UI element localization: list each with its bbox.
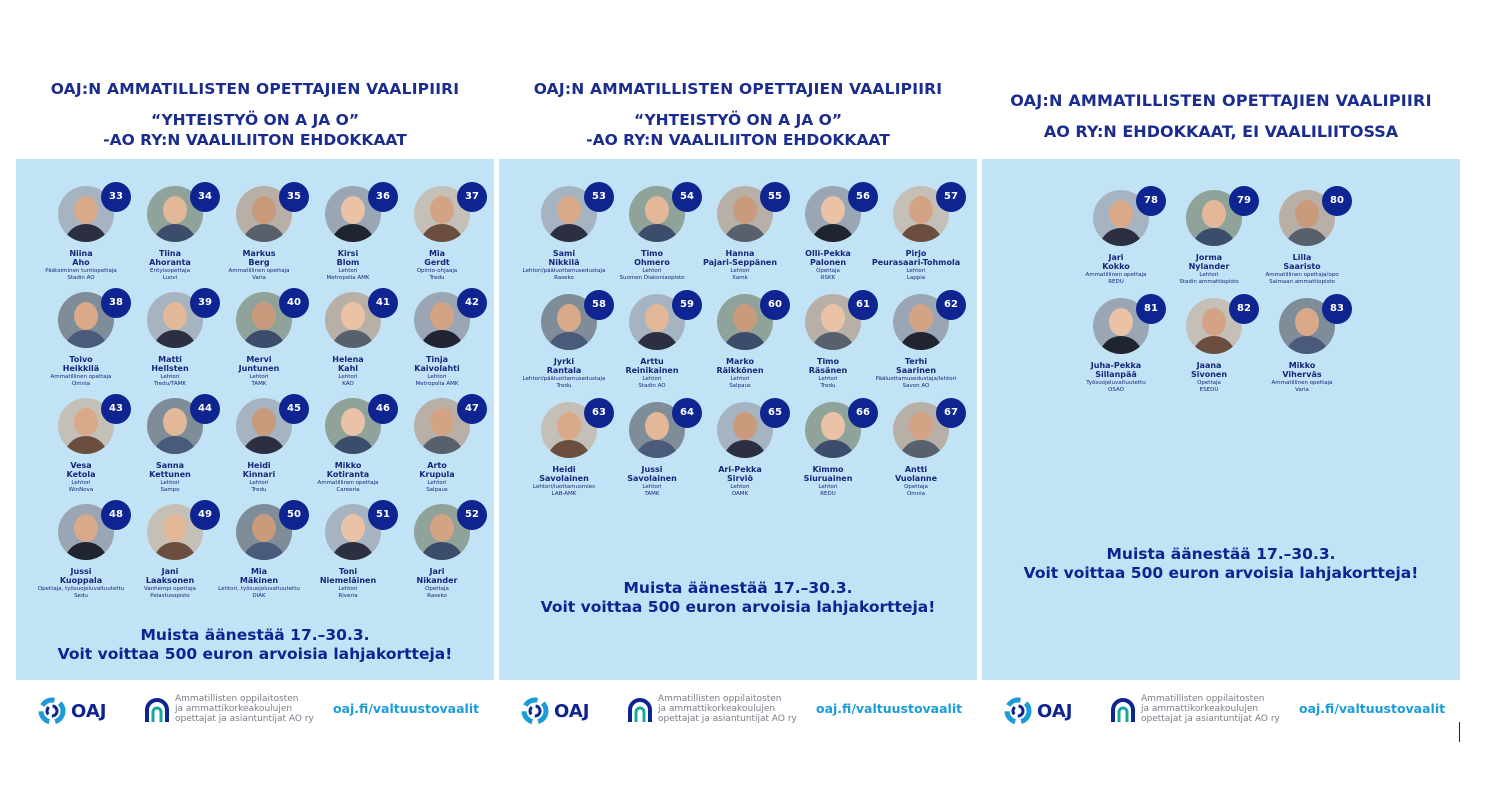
candidate-number-badge: 44	[190, 394, 220, 424]
candidate-number-badge: 45	[279, 394, 309, 424]
candidate-organisation: Saimaan ammattiopisto	[1269, 279, 1335, 285]
candidate-name	[861, 357, 971, 375]
candidate-organisation: Suomen Diakoniaopisto	[619, 275, 685, 281]
poster-title: OAJ:N AMMATILLISTEN OPETTAJIEN VAALIPIIRI	[1010, 91, 1432, 110]
ao-logo-line: ja ammattikorkeakoulujen	[658, 704, 776, 714]
poster-3	[982, 0, 1460, 740]
poster-1	[16, 0, 494, 740]
candidate-last-name: Ohmero	[634, 258, 670, 267]
candidate-first-name: Mia	[250, 567, 268, 576]
candidate-last-name: Savolainen	[627, 474, 677, 483]
candidate-first-name: Jani	[161, 567, 179, 576]
candidate-panel	[499, 159, 977, 680]
candidate-title: Päätoiminen tuntiopettaja	[45, 268, 117, 274]
candidate-title: Ammatillinen opettaja/opo	[1265, 272, 1339, 278]
candidate-organisation: Tredu/TAMK	[154, 381, 186, 387]
candidate-number-badge: 81	[1136, 294, 1166, 324]
ao-logo-line: opettajat ja asiantuntijat AO ry	[1141, 714, 1280, 724]
candidate-role	[372, 374, 502, 388]
candidate-last-name: Gerdt	[424, 258, 450, 267]
candidate-title: Lehtori/pääluottamusedustaja	[522, 376, 606, 382]
candidate-last-name: Kokko	[1102, 262, 1130, 271]
candidate-organisation: ESEDU	[1199, 387, 1219, 393]
candidate-title: Ammatillinen opettaja	[50, 374, 112, 380]
candidate-first-name: Mia	[428, 249, 446, 258]
candidate-title: Lehtori	[71, 480, 91, 486]
candidate-organisation: WinNova	[68, 487, 94, 493]
candidate-number-badge: 53	[584, 182, 614, 212]
candidate-title: Opettaja	[816, 268, 840, 274]
candidate-title: Työsuojeluvaltuutettu	[1086, 380, 1146, 386]
candidate-first-name: Juha-Pekka	[1090, 361, 1142, 370]
candidate-last-name: Rantala	[546, 366, 582, 375]
footer	[982, 680, 1460, 740]
candidate-first-name: Kimmo	[812, 465, 844, 474]
candidate-first-name: Toni	[338, 567, 358, 576]
candidate-title: Ammatillinen opettaja	[1085, 272, 1147, 278]
candidate-first-name: Jussi	[641, 465, 663, 474]
candidate-name	[382, 567, 492, 585]
candidate-number-badge: 64	[672, 398, 702, 428]
candidate-number-badge: 39	[190, 288, 220, 318]
candidate-first-name: Lilla	[1292, 253, 1312, 262]
candidate-number-badge: 43	[101, 394, 131, 424]
candidate-number-badge: 60	[760, 290, 790, 320]
candidate-title: Opettaja	[425, 586, 449, 592]
candidate-organisation: Metropolia AMK	[415, 381, 459, 387]
candidate-name	[1247, 253, 1357, 271]
ao-logo[interactable]	[1110, 694, 1285, 728]
candidate-number-badge: 33	[101, 182, 131, 212]
ao-logo-text	[175, 694, 314, 724]
subtitle-line: “YHTEISTYÖ ON A JA O”	[633, 111, 843, 129]
candidate-organisation: REDU	[820, 491, 836, 497]
candidate-organisation: Omnia	[71, 381, 91, 387]
candidate-organisation: Raseko	[554, 275, 574, 281]
candidate-number-badge: 83	[1322, 294, 1352, 324]
candidate-organisation: Luovi	[162, 275, 178, 281]
candidate-last-name: Pajari-Seppänen	[702, 258, 778, 267]
candidate-organisation: Tredu	[429, 275, 445, 281]
reminder-prize: Voit voittaa 500 euron arvoisia lahjakortteja!	[540, 598, 936, 616]
candidate-panel	[16, 159, 494, 680]
candidate-organisation: Pelastusopisto	[150, 593, 190, 599]
candidate-role	[851, 268, 981, 282]
candidate-number-badge: 54	[672, 182, 702, 212]
candidate-number-badge: 34	[190, 182, 220, 212]
candidate-number-badge: 65	[760, 398, 790, 428]
poster-header	[982, 0, 1460, 159]
oaj-logo-text: OAJ	[554, 701, 590, 722]
poster-title: OAJ:N AMMATILLISTEN OPETTAJIEN VAALIPIIRI	[50, 80, 460, 98]
candidate-card	[392, 504, 482, 614]
candidate-first-name: Hanna	[725, 249, 755, 258]
candidate-organisation: Stadin AO	[638, 383, 666, 389]
candidate-first-name: Mervi	[246, 355, 272, 364]
candidate-first-name: Timo	[816, 357, 840, 366]
candidate-last-name: Sivonen	[1190, 370, 1228, 379]
candidate-organisation: TAMK	[251, 381, 267, 387]
candidate-title: Lehtori	[338, 374, 358, 380]
candidate-role	[851, 376, 981, 390]
candidate-title: Lehtori	[906, 268, 926, 274]
candidate-card	[1257, 298, 1347, 408]
candidate-last-name: Niemeläinen	[319, 576, 377, 585]
oaj-swirl-icon	[521, 697, 549, 725]
candidate-organisation: DIAK	[252, 593, 266, 599]
candidate-number-badge: 41	[368, 288, 398, 318]
candidate-last-name: Viherväs	[1282, 370, 1322, 379]
candidate-title: Lehtori	[818, 484, 838, 490]
candidate-last-name: Sillanpää	[1095, 370, 1137, 379]
candidate-first-name: Timo	[640, 249, 664, 258]
candidate-role	[372, 480, 502, 494]
candidate-organisation: Stadin ammattiopisto	[1179, 279, 1239, 285]
candidate-title: Lehtori	[1199, 272, 1219, 278]
candidate-card	[392, 292, 482, 402]
poster-header	[499, 0, 977, 159]
candidate-number-badge: 63	[584, 398, 614, 428]
ao-logo[interactable]	[144, 694, 319, 728]
candidate-number-badge: 46	[368, 394, 398, 424]
candidate-number-badge: 79	[1229, 186, 1259, 216]
candidate-title: Lehtori	[427, 480, 447, 486]
oaj-logo-text: OAJ	[1037, 701, 1073, 722]
candidate-first-name: Marko	[726, 357, 754, 366]
candidate-organisation: OAMK	[731, 491, 749, 497]
ao-logo-line: opettajat ja asiantuntijat AO ry	[658, 714, 797, 724]
subtitle-line: AO RY:N EHDOKKAAT, EI VAALILIITOSSA	[1043, 122, 1399, 141]
candidate-organisation: Riveria	[338, 593, 358, 599]
candidate-first-name: Sanna	[156, 461, 184, 470]
candidate-title: Ammatillinen opettaja	[317, 480, 379, 486]
candidate-number-badge: 59	[672, 290, 702, 320]
text-cursor	[1459, 722, 1460, 742]
candidate-number-badge: 55	[760, 182, 790, 212]
candidate-number-badge: 80	[1322, 186, 1352, 216]
candidate-title: Vanhempi opettaja	[143, 586, 196, 592]
candidate-number-badge: 52	[457, 500, 487, 530]
ao-logo-line: Ammatillisten oppilaitosten	[175, 694, 299, 704]
candidate-organisation: Tredu	[556, 383, 572, 389]
candidate-organisation: Careeria	[336, 487, 360, 493]
candidate-first-name: Sami	[552, 249, 576, 258]
candidate-number-badge: 37	[457, 182, 487, 212]
candidate-number-badge: 35	[279, 182, 309, 212]
candidate-first-name: Mikko	[334, 461, 362, 470]
candidate-last-name: Savolainen	[539, 474, 589, 483]
candidate-first-name: Matti	[158, 355, 182, 364]
candidate-last-name: Berg	[248, 258, 270, 267]
candidate-number-badge: 62	[936, 290, 966, 320]
candidate-first-name: Jorma	[1195, 253, 1223, 262]
candidate-title: Lehtori	[818, 376, 838, 382]
candidate-role	[372, 268, 502, 282]
candidate-title: Ammatillinen opettaja	[228, 268, 290, 274]
ao-arch-icon	[144, 698, 170, 724]
ao-logo[interactable]	[627, 694, 802, 728]
candidate-last-name: Kuoppala	[59, 576, 103, 585]
ao-arch-icon	[627, 698, 653, 724]
candidate-title: Opettaja, työsuojeluvaltuutettu	[37, 586, 125, 592]
candidate-number-badge: 47	[457, 394, 487, 424]
candidate-name	[861, 249, 971, 267]
candidate-number-badge: 61	[848, 290, 878, 320]
candidate-first-name: Antti	[904, 465, 928, 474]
candidate-organisation: REDU	[1108, 279, 1124, 285]
ao-logo-line: ja ammattikorkeakoulujen	[1141, 704, 1259, 714]
campaign-url-link[interactable]: oaj.fi/valtuustovaalit	[816, 701, 963, 716]
candidate-organisation: Metropolia AMK	[326, 275, 370, 281]
candidate-last-name: Kotiranta	[326, 470, 370, 479]
candidate-first-name: Jyrki	[553, 357, 575, 366]
candidate-title: Lehtori	[338, 586, 358, 592]
candidate-last-name: Reinikainen	[625, 366, 679, 375]
candidate-first-name: Arto	[427, 461, 447, 470]
candidate-title: Lehtori/pääluottamusedustaja	[522, 268, 606, 274]
candidate-number-badge: 67	[936, 398, 966, 428]
candidate-organisation: RSKK	[820, 275, 836, 281]
candidate-title: Lehtori	[249, 480, 269, 486]
reminder-dates: Muista äänestää 17.–30.3.	[1106, 545, 1336, 563]
oaj-logo[interactable]	[1004, 697, 1094, 727]
candidate-organisation: Salpaus	[426, 487, 448, 493]
candidate-last-name: Räikkönen	[716, 366, 764, 375]
candidate-number-badge: 49	[190, 500, 220, 530]
ao-logo-line: Ammatillisten oppilaitosten	[1141, 694, 1265, 704]
candidate-first-name: Helena	[332, 355, 364, 364]
candidate-last-name: Ahoranta	[149, 258, 191, 267]
candidate-last-name: Nylander	[1188, 262, 1230, 271]
candidate-name	[861, 465, 971, 483]
campaign-url-link[interactable]: oaj.fi/valtuustovaalit	[333, 701, 480, 716]
vote-reminder	[499, 579, 977, 617]
candidate-last-name: Sirviö	[727, 474, 753, 483]
candidate-first-name: Pirjo	[905, 249, 927, 258]
candidate-first-name: Jari	[1108, 253, 1124, 262]
candidate-title: Erityisopettaja	[150, 268, 190, 274]
candidate-organisation: Sampo	[160, 487, 180, 493]
candidate-first-name: Jaana	[1196, 361, 1222, 370]
candidate-organisation: Varia	[252, 275, 266, 281]
candidate-last-name: Nikkilä	[548, 258, 580, 267]
candidate-first-name: Arttu	[640, 357, 664, 366]
candidate-number-badge: 50	[279, 500, 309, 530]
candidate-title: Lehtori	[427, 374, 447, 380]
candidate-title: Lehtori	[249, 374, 269, 380]
candidate-panel	[982, 159, 1460, 680]
candidate-number-badge: 42	[457, 288, 487, 318]
candidate-organisation: Salpaus	[729, 383, 751, 389]
candidate-title: Opinto-ohjaaja	[416, 268, 458, 274]
candidate-number-badge: 36	[368, 182, 398, 212]
poster-subtitle	[499, 110, 977, 150]
candidate-role	[372, 586, 502, 600]
footer	[16, 680, 494, 740]
candidate-first-name: Ari-Pekka	[718, 465, 762, 474]
subtitle-line: -AO RY:N VAALILIITON EHDOKKAAT	[103, 131, 407, 149]
candidate-card	[392, 398, 482, 508]
candidate-number-badge: 78	[1136, 186, 1166, 216]
oaj-logo-text: OAJ	[71, 701, 107, 722]
candidate-first-name: Tinja	[425, 355, 449, 364]
reminder-prize: Voit voittaa 500 euron arvoisia lahjakortteja!	[57, 645, 453, 663]
candidate-title: Lehtori, työsuojeluvaltuutettu	[218, 586, 300, 592]
candidate-last-name: Kinnari	[242, 470, 276, 479]
candidate-first-name: Terhi	[904, 357, 928, 366]
candidate-last-name: Saarinen	[895, 366, 937, 375]
subtitle-line: “YHTEISTYÖ ON A JA O”	[150, 111, 360, 129]
candidate-title: Pääluottamusedustaja/lehtori	[875, 376, 957, 382]
candidate-role	[851, 484, 981, 498]
candidate-number-badge: 40	[279, 288, 309, 318]
candidate-organisation: Tredu	[251, 487, 267, 493]
candidate-first-name: Kirsi	[337, 249, 359, 258]
candidate-first-name: Tiina	[158, 249, 182, 258]
candidate-last-name: Juntunen	[238, 364, 280, 373]
campaign-url-link[interactable]: oaj.fi/valtuustovaalit	[1299, 701, 1446, 716]
candidate-last-name: Saaristo	[1283, 262, 1321, 271]
ao-arch-icon	[1110, 698, 1136, 724]
poster-subtitle	[16, 110, 494, 150]
candidate-organisation: OSAO	[1108, 387, 1124, 393]
candidate-last-name: Ketola	[66, 470, 96, 479]
vote-reminder	[982, 545, 1460, 583]
candidate-first-name: Vesa	[70, 461, 92, 470]
candidate-title: Lehtori	[642, 376, 662, 382]
candidate-first-name: Olli-Pekka	[805, 249, 851, 258]
candidate-number-badge: 82	[1229, 294, 1259, 324]
poster-2	[499, 0, 977, 740]
oaj-logo[interactable]	[38, 697, 128, 727]
ao-logo-line: opettajat ja asiantuntijat AO ry	[175, 714, 314, 724]
candidate-organisation: TAMK	[644, 491, 660, 497]
candidate-last-name: Räsänen	[808, 366, 848, 375]
candidate-title: Lehtori	[642, 268, 662, 274]
candidate-title: Lehtori	[730, 376, 750, 382]
candidate-number-badge: 38	[101, 288, 131, 318]
candidate-name	[382, 355, 492, 373]
candidate-organisation: Sedu	[74, 593, 88, 599]
candidate-title: Lehtori/luottamusmies	[533, 484, 595, 490]
candidate-organisation: LAB-AMK	[551, 491, 577, 497]
candidate-number-badge: 57	[936, 182, 966, 212]
ao-logo-line: Ammatillisten oppilaitosten	[658, 694, 782, 704]
candidate-name	[382, 461, 492, 479]
candidate-title: Opettaja	[904, 484, 928, 490]
candidate-organisation: Stadin AO	[67, 275, 95, 281]
poster-header	[16, 0, 494, 159]
candidate-title: Lehtori	[160, 480, 180, 486]
candidate-last-name: Kettunen	[149, 470, 191, 479]
ao-logo-line: ja ammattikorkeakoulujen	[175, 704, 293, 714]
candidate-last-name: Mäkinen	[239, 576, 279, 585]
candidate-first-name: Toivo	[69, 355, 93, 364]
candidate-number-badge: 66	[848, 398, 878, 428]
ao-logo-text	[1141, 694, 1280, 724]
poster-subtitle	[982, 122, 1460, 142]
candidate-organisation: Omnia	[906, 491, 926, 497]
candidate-card	[1257, 190, 1347, 300]
candidate-title: Lehtori	[160, 374, 180, 380]
candidate-title: Ammatillinen opettaja	[1271, 380, 1333, 386]
poster-title: OAJ:N AMMATILLISTEN OPETTAJIEN VAALIPIIRI	[533, 80, 943, 98]
candidate-first-name: Heidi	[247, 461, 271, 470]
candidate-title: Lehtori	[730, 268, 750, 274]
candidate-last-name: Krupula	[419, 470, 455, 479]
candidate-last-name: Kaivolahti	[414, 364, 460, 373]
candidate-first-name: Niina	[69, 249, 93, 258]
candidate-organisation: Savon AO	[902, 383, 930, 389]
oaj-swirl-icon	[1004, 697, 1032, 725]
candidate-name	[382, 249, 492, 267]
candidate-last-name: Hellsten	[151, 364, 189, 373]
candidate-first-name: Heidi	[552, 465, 576, 474]
candidate-name	[1247, 361, 1357, 379]
candidate-first-name: Jari	[429, 567, 445, 576]
candidate-first-name: Jussi	[70, 567, 92, 576]
candidate-organisation: Xamk	[732, 275, 748, 281]
candidate-organisation: Varia	[1295, 387, 1309, 393]
oaj-swirl-icon	[38, 697, 66, 725]
ao-logo-text	[658, 694, 797, 724]
candidate-last-name: Nikander	[416, 576, 458, 585]
candidate-title: Opettaja	[1197, 380, 1221, 386]
reminder-dates: Muista äänestää 17.–30.3.	[623, 579, 853, 597]
candidate-last-name: Kahl	[337, 364, 359, 373]
vote-reminder	[16, 626, 494, 664]
candidate-title: Lehtori	[642, 484, 662, 490]
candidate-last-name: Laaksonen	[145, 576, 195, 585]
candidate-card	[392, 186, 482, 296]
candidate-number-badge: 48	[101, 500, 131, 530]
candidate-last-name: Siuruainen	[803, 474, 853, 483]
candidate-organisation: Tredu	[820, 383, 836, 389]
candidate-role	[1237, 380, 1367, 394]
candidate-first-name: Mikko	[1288, 361, 1316, 370]
candidate-role	[1237, 272, 1367, 286]
candidate-organisation: Lappia	[906, 275, 926, 281]
candidate-card	[871, 294, 961, 404]
candidate-last-name: Aho	[72, 258, 90, 267]
candidate-organisation: KAO	[342, 381, 354, 387]
candidate-first-name: Markus	[242, 249, 276, 258]
oaj-logo[interactable]	[521, 697, 611, 727]
candidate-last-name: Vuolanne	[894, 474, 938, 483]
candidate-last-name: Peurasaari-Tohmola	[871, 258, 961, 267]
candidate-organisation: Raseko	[427, 593, 447, 599]
candidate-number-badge: 56	[848, 182, 878, 212]
candidate-last-name: Blom	[336, 258, 360, 267]
subtitle-line: -AO RY:N VAALILIITON EHDOKKAAT	[586, 131, 890, 149]
candidate-last-name: Heikkilä	[62, 364, 100, 373]
candidate-card	[871, 186, 961, 296]
candidate-number-badge: 51	[368, 500, 398, 530]
candidate-number-badge: 58	[584, 290, 614, 320]
footer	[499, 680, 977, 740]
reminder-prize: Voit voittaa 500 euron arvoisia lahjakortteja!	[1023, 564, 1419, 582]
candidate-title: Lehtori	[730, 484, 750, 490]
reminder-dates: Muista äänestää 17.–30.3.	[140, 626, 370, 644]
candidate-last-name: Palonen	[809, 258, 847, 267]
candidate-title: Lehtori	[338, 268, 358, 274]
candidate-card	[871, 402, 961, 512]
